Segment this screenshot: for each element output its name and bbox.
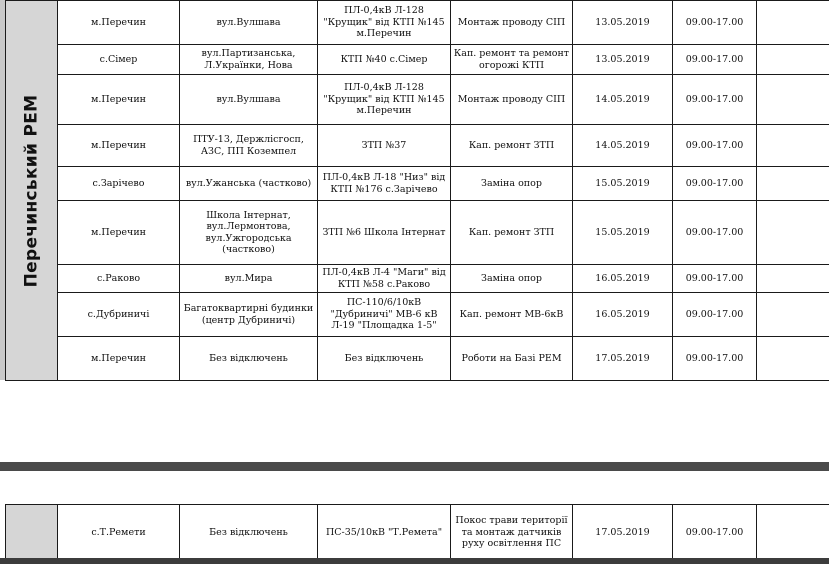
empty-cell — [757, 1, 829, 45]
table-row — [6, 265, 829, 293]
side-cell — [6, 505, 58, 561]
time-cell: 09.00-17.00 — [673, 337, 757, 381]
streets-cell: Без відключень — [180, 505, 318, 561]
object-cell: Без відключень — [318, 337, 451, 381]
table-row — [6, 201, 829, 265]
empty-cell — [757, 201, 829, 265]
settlement-cell: м.Перечин — [58, 75, 180, 125]
settlement-cell: м.Перечин — [58, 337, 180, 381]
streets-cell: вул.Мира — [180, 265, 318, 293]
settlement-cell: м.Перечин — [58, 201, 180, 265]
settlement-cell: с.Т.Ремети — [58, 505, 180, 561]
date-cell: 13.05.2019 — [573, 45, 673, 75]
streets-cell: Багатоквартирні будинки (центр Дубриничі) — [180, 293, 318, 337]
empty-cell — [757, 167, 829, 201]
settlement-cell: с.Сімер — [58, 45, 180, 75]
table-row — [6, 75, 829, 125]
object-cell: ПС-110/6/10кВ "Дубриничі" МВ-6 кВ Л-19 "Площадка 1-5" — [318, 293, 451, 337]
page-bottom-edge — [0, 558, 829, 564]
works-cell: Заміна опор — [451, 167, 573, 201]
time-cell: 09.00-17.00 — [673, 265, 757, 293]
table-row — [6, 1, 829, 45]
rem-name-label: Перечинський РЕМ — [20, 94, 41, 287]
works-cell: Кап. ремонт МВ-6кВ — [451, 293, 573, 337]
empty-cell — [757, 505, 829, 561]
empty-cell — [757, 265, 829, 293]
date-cell: 17.05.2019 — [573, 337, 673, 381]
date-cell: 14.05.2019 — [573, 125, 673, 167]
works-cell: Монтаж проводу СІП — [451, 75, 573, 125]
object-cell: КТП №40 с.Сімер — [318, 45, 451, 75]
settlement-cell: м.Перечин — [58, 1, 180, 45]
works-cell: Кап. ремонт ЗТП — [451, 125, 573, 167]
object-cell: ЗТП №37 — [318, 125, 451, 167]
object-cell: ПС-35/10кВ "Т.Ремета" — [318, 505, 451, 561]
object-cell: ПЛ-0,4кВ Л-4 "Маги" від КТП №58 с.Раково — [318, 265, 451, 293]
object-cell: ЗТП №6 Школа Інтернат — [318, 201, 451, 265]
schedule-table-perechyn — [5, 0, 829, 381]
object-cell: ПЛ-0,4кВ Л-18 "Низ" від КТП №176 с.Зарічево — [318, 167, 451, 201]
settlement-cell: с.Зарічево — [58, 167, 180, 201]
time-cell: 09.00-17.00 — [673, 293, 757, 337]
date-cell: 14.05.2019 — [573, 75, 673, 125]
works-cell: Кап. ремонт та ремонт огорожі КТП — [451, 45, 573, 75]
date-cell: 13.05.2019 — [573, 1, 673, 45]
time-cell: 09.00-17.00 — [673, 75, 757, 125]
date-cell: 15.05.2019 — [573, 201, 673, 265]
works-cell: Заміна опор — [451, 265, 573, 293]
time-cell: 09.00-17.00 — [673, 45, 757, 75]
streets-cell: вул.Вулшава — [180, 75, 318, 125]
streets-cell: ПТУ-13, Держлісгосп, АЗС, ПП Коземпел — [180, 125, 318, 167]
streets-cell: Без відключень — [180, 337, 318, 381]
streets-cell: вул.Партизанська, Л.Українки, Нова — [180, 45, 318, 75]
table-row — [6, 505, 829, 561]
date-cell: 15.05.2019 — [573, 167, 673, 201]
settlement-cell: м.Перечин — [58, 125, 180, 167]
empty-cell — [757, 45, 829, 75]
schedule-table-second — [5, 504, 829, 561]
works-cell: Кап. ремонт ЗТП — [451, 201, 573, 265]
empty-cell — [757, 75, 829, 125]
streets-cell: вул.Вулшава — [180, 1, 318, 45]
streets-cell: вул.Ужанська (частково) — [180, 167, 318, 201]
table-row — [6, 167, 829, 201]
works-cell: Роботи на Базі РЕМ — [451, 337, 573, 381]
date-cell: 16.05.2019 — [573, 265, 673, 293]
empty-cell — [757, 337, 829, 381]
date-cell: 16.05.2019 — [573, 293, 673, 337]
time-cell: 09.00-17.00 — [673, 1, 757, 45]
streets-cell: Школа Інтернат, вул.Лермонтова, вул.Ужгородська (частково) — [180, 201, 318, 265]
table-row — [6, 293, 829, 337]
rem-side-cell — [6, 1, 58, 381]
time-cell: 09.00-17.00 — [673, 167, 757, 201]
time-cell: 09.00-17.00 — [673, 201, 757, 265]
table-row — [6, 125, 829, 167]
time-cell: 09.00-17.00 — [673, 505, 757, 561]
object-cell: ПЛ-0,4кВ Л-128 "Крущик" від КТП №145 м.Перечин — [318, 1, 451, 45]
works-cell: Монтаж проводу СІП — [451, 1, 573, 45]
settlement-cell: с.Раково — [58, 265, 180, 293]
table-row — [6, 337, 829, 381]
time-cell: 09.00-17.00 — [673, 125, 757, 167]
page-divider — [0, 462, 829, 471]
empty-cell — [757, 125, 829, 167]
table-row — [6, 45, 829, 75]
works-cell: Покос трави території та монтаж датчиків руху освітлення ПС — [451, 505, 573, 561]
date-cell: 17.05.2019 — [573, 505, 673, 561]
empty-cell — [757, 293, 829, 337]
object-cell: ПЛ-0,4кВ Л-128 "Крущик" від КТП №145 м.Перечин — [318, 75, 451, 125]
settlement-cell: с.Дубриничі — [58, 293, 180, 337]
